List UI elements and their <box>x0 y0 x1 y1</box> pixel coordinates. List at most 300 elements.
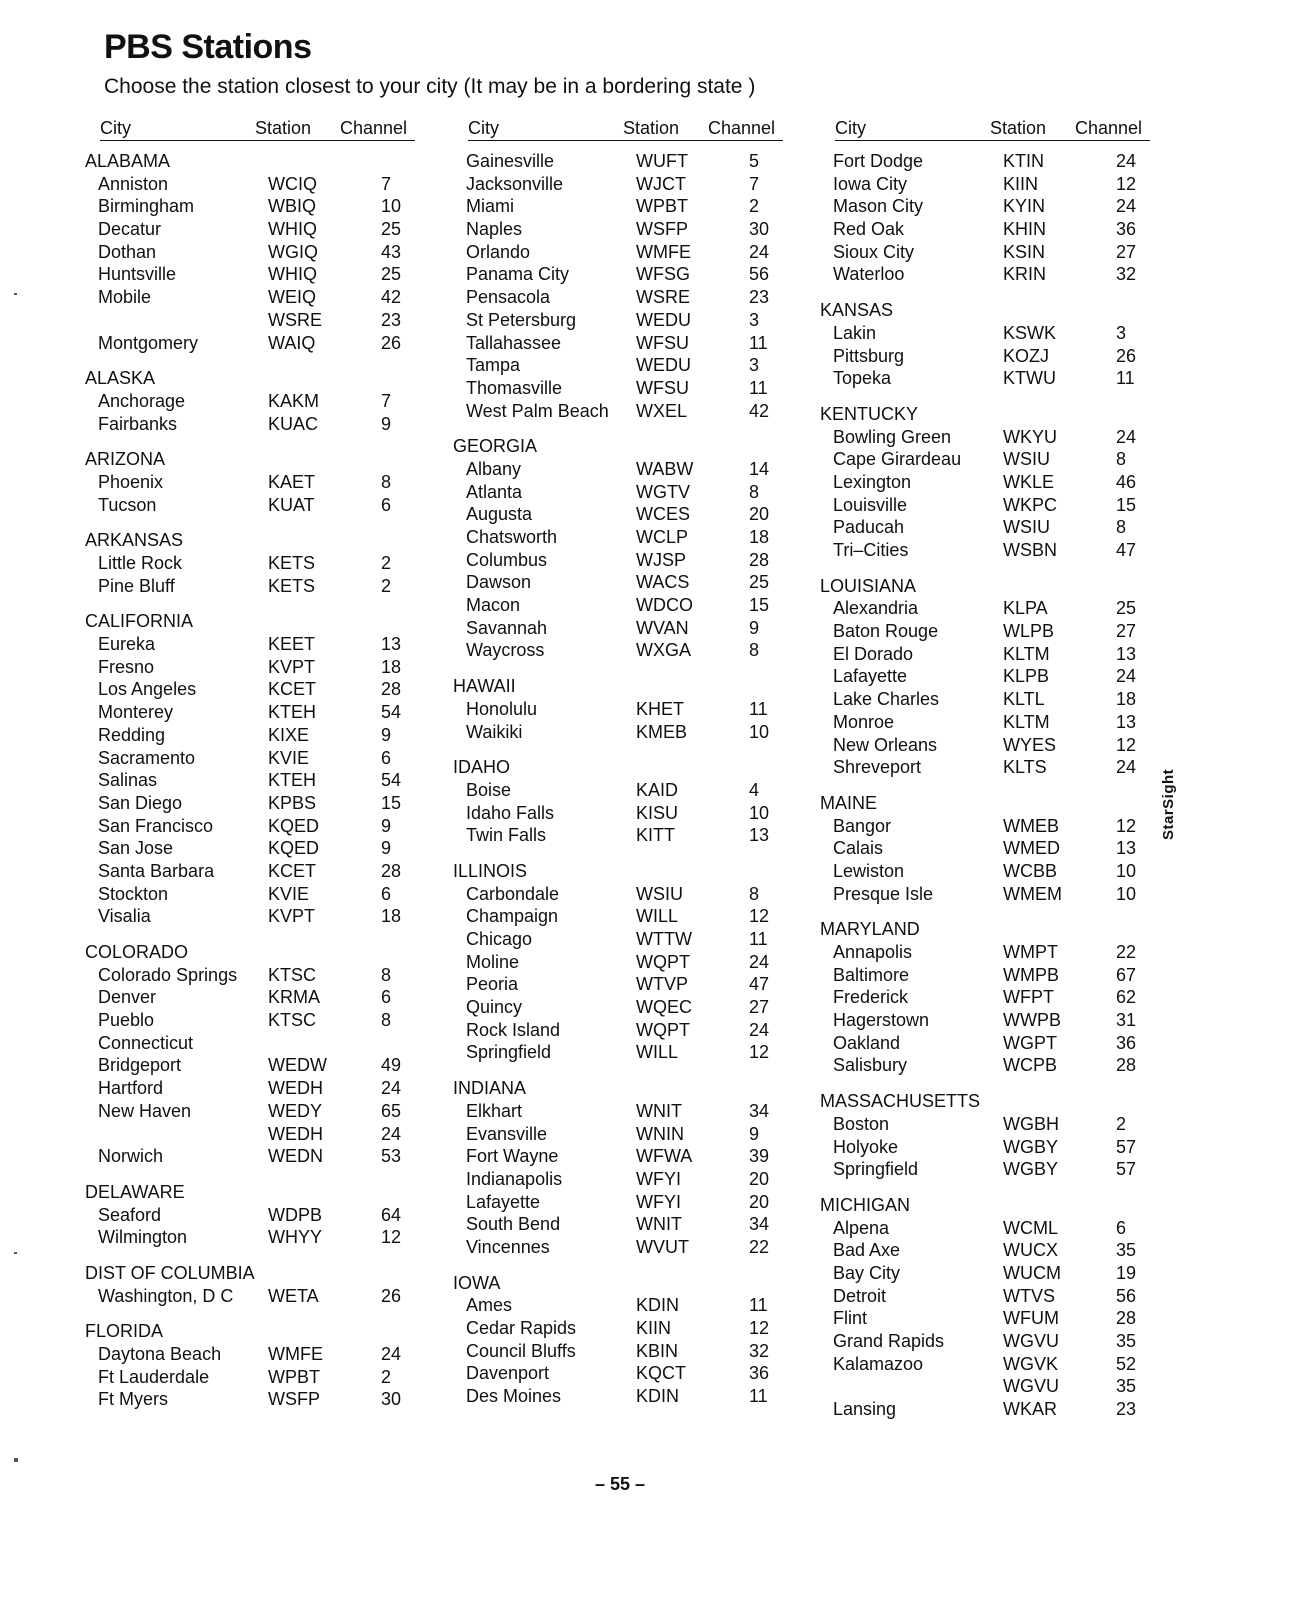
city-name: Panama City <box>466 264 570 285</box>
station-row <box>85 242 415 265</box>
station-row <box>453 1192 783 1215</box>
city-name: Idaho Falls <box>466 802 555 823</box>
city-name: Baton Rouge <box>833 621 939 642</box>
state-heading: IOWA <box>453 1272 501 1293</box>
city-name: Hartford <box>98 1078 164 1099</box>
station-row <box>453 618 783 641</box>
station-call-sign: WJSP <box>636 549 687 570</box>
station-call-sign: WFWA <box>636 1146 693 1167</box>
state-heading: LOUISIANA <box>820 575 917 596</box>
city-name: Seaford <box>98 1204 162 1225</box>
state-heading: KANSAS <box>820 300 894 321</box>
channel-number: 9 <box>749 1123 760 1144</box>
channel-number: 3 <box>749 355 760 376</box>
channel-number: 67 <box>1116 964 1137 985</box>
station-row <box>85 310 415 333</box>
station-list <box>85 151 415 1412</box>
station-row <box>820 987 1150 1010</box>
city-name: Vincennes <box>466 1236 550 1257</box>
station-call-sign: WAIQ <box>268 332 316 353</box>
state-heading: ARIZONA <box>85 449 166 470</box>
city-name: Rock Island <box>466 1019 561 1040</box>
station-row <box>820 196 1150 219</box>
channel-number: 39 <box>749 1146 770 1167</box>
channel-number: 26 <box>381 332 402 353</box>
city-name: Holyoke <box>833 1136 899 1157</box>
channel-number: 9 <box>381 413 392 434</box>
station-call-sign: KQED <box>268 838 320 859</box>
channel-number: 24 <box>749 1019 770 1040</box>
station-row <box>85 1101 415 1124</box>
station-call-sign: KTEH <box>268 702 317 723</box>
station-row <box>85 1033 415 1056</box>
station-row <box>820 666 1150 689</box>
channel-number: 30 <box>749 219 770 240</box>
channel-number: 15 <box>1116 494 1137 515</box>
station-row <box>85 884 415 907</box>
station-call-sign: WCIQ <box>268 173 317 194</box>
city-name: Hagerstown <box>833 1010 930 1031</box>
state-heading: MASSACHUSETTS <box>820 1091 981 1112</box>
station-row <box>453 595 783 618</box>
station-row <box>85 965 415 988</box>
station-call-sign: WSRE <box>268 309 322 330</box>
channel-number: 8 <box>749 481 760 502</box>
station-call-sign: KHET <box>636 698 685 719</box>
channel-number: 24 <box>381 1344 402 1364</box>
station-row <box>820 242 1150 265</box>
station-row <box>85 793 415 816</box>
header-channel: Channel <box>1075 118 1143 138</box>
station-call-sign: WKPC <box>1003 494 1057 515</box>
channel-number: 65 <box>381 1100 402 1121</box>
channel-number: 22 <box>749 1236 770 1257</box>
station-row <box>85 838 415 861</box>
channel-number: 24 <box>749 951 770 972</box>
channel-number: 12 <box>749 906 770 927</box>
city-name: Pittsburg <box>833 345 905 366</box>
station-row <box>820 1218 1150 1241</box>
station-row <box>85 634 415 657</box>
city-name: Dothan <box>98 241 157 262</box>
channel-number: 24 <box>1116 757 1137 778</box>
station-row <box>453 401 783 424</box>
channel-number: 2 <box>381 575 392 596</box>
page-number: – 55 – <box>594 1474 646 1494</box>
city-name: Albany <box>466 458 522 479</box>
city-name: San Jose <box>98 838 174 859</box>
station-row <box>453 974 783 997</box>
station-call-sign: WQEC <box>636 997 692 1018</box>
channel-number: 25 <box>749 572 770 593</box>
station-row <box>453 1146 783 1169</box>
city-name: Boise <box>466 779 512 800</box>
channel-number: 8 <box>381 1010 392 1031</box>
station-row <box>820 219 1150 242</box>
city-name: Pine Bluff <box>98 575 175 596</box>
city-name: Mobile <box>98 287 152 308</box>
station-call-sign: KBIN <box>636 1340 679 1361</box>
station-row <box>453 378 783 401</box>
channel-number: 12 <box>1116 734 1137 755</box>
city-name: Fort Dodge <box>833 151 924 171</box>
city-name: Quincy <box>466 997 523 1018</box>
city-name: Baltimore <box>833 964 910 985</box>
station-row <box>85 702 415 725</box>
station-row <box>453 174 783 197</box>
station-row <box>820 427 1150 450</box>
city-name: Ft Lauderdale <box>98 1366 210 1387</box>
station-call-sign: WGTV <box>636 481 690 502</box>
channel-number: 36 <box>749 1363 770 1384</box>
city-name: Lansing <box>833 1399 897 1420</box>
channel-number: 31 <box>1116 1010 1137 1031</box>
station-row <box>820 598 1150 621</box>
station-call-sign: WXEL <box>636 400 688 421</box>
channel-number: 24 <box>1116 196 1137 217</box>
station-row <box>85 414 415 437</box>
channel-number: 12 <box>381 1227 402 1248</box>
station-call-sign: KIIN <box>1003 173 1039 194</box>
city-name: Dawson <box>466 572 532 593</box>
channel-number: 57 <box>1116 1136 1137 1157</box>
station-call-sign: KLPB <box>1003 666 1050 687</box>
city-name: Sioux City <box>833 241 915 262</box>
station-row <box>453 355 783 378</box>
city-name: Salisbury <box>833 1055 908 1076</box>
channel-number: 49 <box>381 1055 402 1076</box>
channel-number: 7 <box>381 173 392 194</box>
station-call-sign: WUCX <box>1003 1240 1058 1261</box>
state-heading: INDIANA <box>453 1078 527 1099</box>
city-name: Chatsworth <box>466 527 558 547</box>
city-name: Pueblo <box>98 1010 155 1031</box>
city-name: Salinas <box>98 770 158 791</box>
city-name: Grand Rapids <box>833 1331 945 1351</box>
station-row <box>453 1341 783 1364</box>
station-row <box>453 1386 783 1409</box>
station-call-sign: WTVP <box>636 974 688 995</box>
channel-number: 8 <box>1116 449 1127 470</box>
channel-number: 20 <box>749 1191 770 1212</box>
city-name: Fresno <box>98 656 155 677</box>
station-row <box>820 712 1150 735</box>
channel-number: 6 <box>381 494 392 515</box>
station-call-sign: KVIE <box>268 747 310 768</box>
station-row <box>85 1078 415 1101</box>
station-row <box>453 1363 783 1386</box>
city-name: Bay City <box>833 1262 901 1283</box>
channel-number: 10 <box>749 802 770 823</box>
column-header <box>835 118 1150 141</box>
city-name: Sacramento <box>98 747 196 768</box>
station-call-sign: WGIQ <box>268 241 318 262</box>
station-row <box>820 151 1150 174</box>
channel-number: 8 <box>1116 517 1127 538</box>
city-name: Bangor <box>833 815 892 836</box>
station-row <box>453 1042 783 1065</box>
channel-number: 11 <box>749 929 768 949</box>
channel-number: 11 <box>749 1295 768 1316</box>
city-name: Miami <box>466 196 514 217</box>
station-call-sign: WFYI <box>636 1168 681 1189</box>
station-call-sign: WPBT <box>636 196 688 217</box>
header-city: City <box>835 118 866 138</box>
channel-number: 30 <box>381 1389 402 1410</box>
city-name: Birmingham <box>98 196 195 217</box>
station-call-sign: WHIQ <box>268 264 317 285</box>
city-name: Savannah <box>466 617 548 638</box>
city-name: Oakland <box>833 1032 901 1053</box>
channel-number: 14 <box>749 458 770 479</box>
station-row <box>453 1214 783 1237</box>
channel-number: 56 <box>749 264 770 285</box>
station-row <box>453 264 783 287</box>
channel-number: 2 <box>1116 1113 1127 1134</box>
channel-number: 13 <box>749 825 770 846</box>
station-call-sign: WSBN <box>1003 540 1057 560</box>
city-name: Naples <box>466 219 523 240</box>
station-call-sign: KQCT <box>636 1363 687 1384</box>
station-row <box>85 657 415 680</box>
city-name: Anniston <box>98 173 169 194</box>
station-row <box>85 174 415 197</box>
station-call-sign: KAID <box>636 779 679 800</box>
city-name: Presque Isle <box>833 883 934 904</box>
station-row <box>820 644 1150 667</box>
state-heading: MICHIGAN <box>820 1194 910 1215</box>
city-name: Tallahassee <box>466 332 562 353</box>
station-call-sign: WSFP <box>636 219 688 240</box>
channel-number: 56 <box>1116 1285 1137 1306</box>
station-row <box>820 621 1150 644</box>
channel-number: 7 <box>381 390 392 411</box>
channel-number: 28 <box>1116 1055 1137 1076</box>
station-row <box>453 803 783 826</box>
station-call-sign: WCBB <box>1003 860 1057 881</box>
station-row <box>453 527 783 550</box>
station-row <box>85 748 415 771</box>
channel-number: 23 <box>381 309 402 330</box>
channel-number: 10 <box>1116 883 1137 904</box>
station-row <box>85 770 415 793</box>
city-name: Jacksonville <box>466 173 564 194</box>
city-name: Visalia <box>98 906 151 927</box>
station-row <box>820 1137 1150 1160</box>
channel-number: 8 <box>381 471 392 492</box>
city-name: Pensacola <box>466 287 551 308</box>
station-row <box>820 838 1150 861</box>
channel-number: 3 <box>749 309 760 330</box>
city-name: Ames <box>466 1295 513 1316</box>
header-city: City <box>468 118 499 138</box>
channel-number: 6 <box>381 883 392 904</box>
channel-number: 18 <box>1116 689 1137 710</box>
station-row <box>453 699 783 722</box>
station-row <box>820 1263 1150 1286</box>
station-call-sign: WFYI <box>636 1191 681 1212</box>
channel-number: 12 <box>1116 815 1137 836</box>
channel-number: 9 <box>381 724 392 745</box>
station-row <box>820 540 1150 563</box>
channel-number: 26 <box>1116 345 1137 366</box>
city-name: Washington, D C <box>98 1285 234 1306</box>
station-call-sign: WEIQ <box>268 287 316 308</box>
station-call-sign: WGVU <box>1003 1376 1059 1397</box>
channel-number: 18 <box>749 527 770 547</box>
station-row <box>453 219 783 242</box>
channel-number: 6 <box>381 747 392 768</box>
station-row <box>453 825 783 848</box>
station-call-sign: KTSC <box>268 964 317 985</box>
station-row <box>820 1354 1150 1377</box>
city-name: Ft Myers <box>98 1389 168 1410</box>
header-channel: Channel <box>340 118 408 138</box>
city-name: Alpena <box>833 1217 890 1238</box>
city-name: South Bend <box>466 1214 561 1235</box>
channel-number: 10 <box>749 721 770 742</box>
station-call-sign: WMPT <box>1003 942 1058 962</box>
station-call-sign: WDPB <box>268 1204 322 1225</box>
station-call-sign: WMEM <box>1003 883 1062 904</box>
station-row <box>85 987 415 1010</box>
header-station: Station <box>990 118 1047 138</box>
city-name: Montgomery <box>98 332 199 353</box>
header-station: Station <box>255 118 312 138</box>
station-call-sign: WMFE <box>268 1344 323 1364</box>
city-name: Council Bluffs <box>466 1340 576 1361</box>
channel-number: 32 <box>749 1340 770 1361</box>
station-row <box>820 517 1150 540</box>
channel-number: 13 <box>381 634 402 655</box>
channel-number: 9 <box>749 617 760 638</box>
state-heading: ILLINOIS <box>453 860 528 881</box>
station-call-sign: WABW <box>636 458 694 479</box>
station-row <box>453 952 783 975</box>
station-row <box>453 242 783 265</box>
station-row <box>85 495 415 518</box>
channel-number: 47 <box>749 974 770 995</box>
station-call-sign: KDIN <box>636 1386 680 1407</box>
city-name: Indianapolis <box>466 1168 563 1189</box>
station-row <box>85 725 415 748</box>
city-name: Calais <box>833 838 884 859</box>
channel-number: 52 <box>1116 1353 1137 1374</box>
header-city: City <box>100 118 131 138</box>
station-call-sign: WFUM <box>1003 1308 1059 1329</box>
state-heading: IDAHO <box>453 757 511 778</box>
station-call-sign: WJCT <box>636 173 686 194</box>
station-row <box>820 449 1150 472</box>
channel-number: 4 <box>749 779 760 800</box>
scan-mark <box>14 293 17 295</box>
city-name: San Diego <box>98 792 183 813</box>
page-title: PBS Stations <box>104 28 312 66</box>
channel-number: 15 <box>749 595 770 616</box>
channel-number: 25 <box>381 219 402 240</box>
city-name: Eureka <box>98 634 156 655</box>
column-header <box>100 118 415 141</box>
station-call-sign: WILL <box>636 906 679 927</box>
city-name: Lexington <box>833 471 912 492</box>
city-name: Shreveport <box>833 757 922 778</box>
station-call-sign: KQED <box>268 815 320 836</box>
station-row <box>820 816 1150 839</box>
city-name: Springfield <box>466 1042 552 1063</box>
channel-number: 12 <box>1116 173 1137 194</box>
channel-number: 24 <box>1116 151 1137 171</box>
station-call-sign: WLPB <box>1003 621 1055 642</box>
channel-number: 8 <box>749 883 760 904</box>
station-row <box>85 1124 415 1147</box>
channel-number: 10 <box>381 196 402 217</box>
channel-number: 2 <box>749 196 760 217</box>
station-row <box>453 722 783 745</box>
city-name: Connecticut <box>98 1032 194 1053</box>
station-call-sign: WEDN <box>268 1146 323 1167</box>
channel-number: 6 <box>1116 1217 1127 1238</box>
scan-mark <box>14 1458 18 1462</box>
station-call-sign: KRIN <box>1003 264 1047 285</box>
station-call-sign: KETS <box>268 575 316 596</box>
city-name: St Petersburg <box>466 309 577 330</box>
channel-number: 22 <box>1116 942 1137 962</box>
state-heading: DELAWARE <box>85 1181 185 1202</box>
city-name: Flint <box>833 1308 868 1329</box>
station-row <box>820 1114 1150 1137</box>
channel-number: 13 <box>1116 838 1137 859</box>
station-call-sign: KAET <box>268 471 316 492</box>
channel-number: 27 <box>749 997 770 1018</box>
station-list <box>453 151 783 1409</box>
channel-number: 25 <box>381 264 402 285</box>
channel-number: 43 <box>381 241 402 262</box>
station-call-sign: WCML <box>1003 1217 1058 1238</box>
station-call-sign: WHYY <box>268 1227 322 1248</box>
station-call-sign: WVAN <box>636 617 689 638</box>
station-call-sign: WPBT <box>268 1366 320 1387</box>
channel-number: 20 <box>749 1168 770 1189</box>
station-row <box>85 553 415 576</box>
header-station: Station <box>623 118 680 138</box>
channel-number: 26 <box>381 1285 402 1306</box>
state-heading: MARYLAND <box>820 919 920 940</box>
city-name: Mason City <box>833 196 924 217</box>
city-name: Columbus <box>466 549 548 570</box>
city-name: Redding <box>98 724 166 745</box>
state-heading: MAINE <box>820 792 878 813</box>
station-list <box>820 151 1150 1422</box>
city-name: Fairbanks <box>98 413 178 434</box>
station-call-sign: KIXE <box>268 724 310 745</box>
channel-number: 28 <box>381 679 402 700</box>
station-call-sign: WKLE <box>1003 471 1055 492</box>
channel-number: 42 <box>749 400 770 421</box>
channel-number: 36 <box>1116 219 1137 240</box>
city-name: Augusta <box>466 504 533 525</box>
city-name: New Orleans <box>833 734 938 755</box>
station-row <box>85 861 415 884</box>
channel-number: 24 <box>1116 666 1137 687</box>
city-name: Lewiston <box>833 860 905 881</box>
city-name: West Palm Beach <box>466 400 609 421</box>
city-name: Carbondale <box>466 883 560 904</box>
city-name: Lakin <box>833 322 877 343</box>
station-call-sign: KHIN <box>1003 219 1047 240</box>
city-name: Champaign <box>466 906 559 927</box>
station-row <box>820 1159 1150 1182</box>
channel-number: 15 <box>381 792 402 813</box>
